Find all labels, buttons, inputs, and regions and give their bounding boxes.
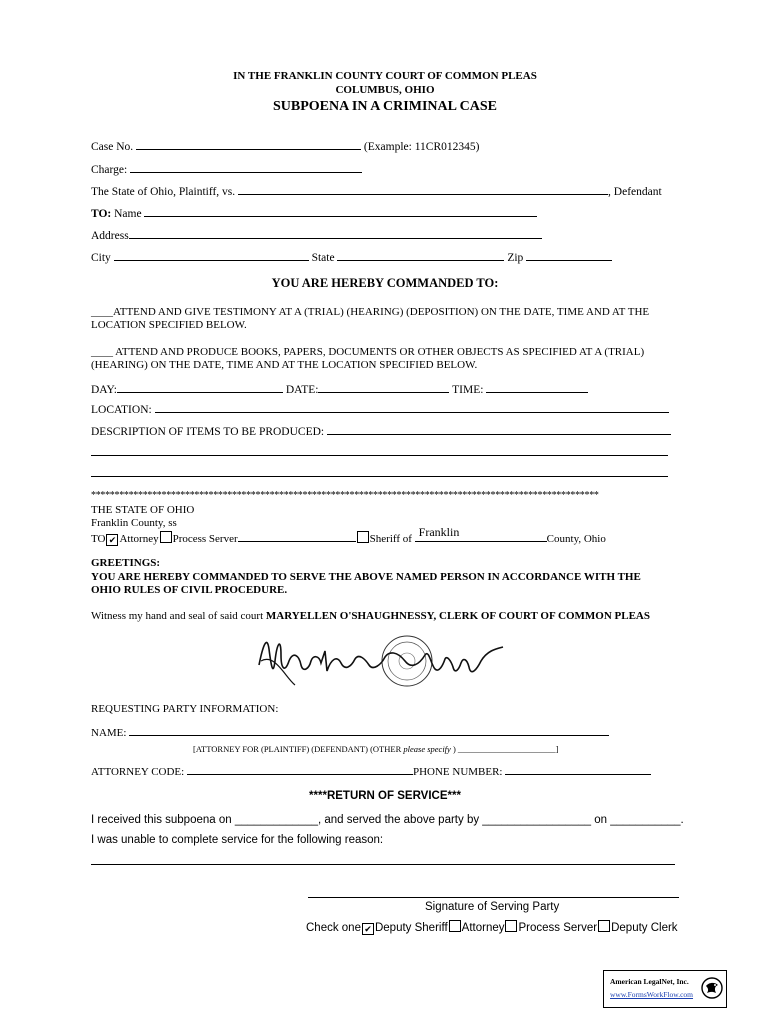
charge-row — [91, 161, 362, 176]
process-server-label: Process Server — [172, 533, 238, 545]
location-label: LOCATION: — [91, 404, 152, 416]
description-field-2[interactable] — [91, 455, 668, 456]
page-title: SUBPOENA IN A CRIMINAL CASE — [272, 99, 498, 114]
process-server-field[interactable] — [238, 530, 356, 542]
serve-to-row — [91, 525, 606, 546]
return-heading: ****RETURN OF SERVICE*** — [309, 790, 461, 802]
deputy-clerk-label: Deputy Clerk — [611, 922, 678, 934]
attorney-code-row — [91, 763, 651, 778]
phone-field[interactable] — [505, 763, 651, 775]
case-no-example: (Example: 11CR012345) — [363, 141, 480, 153]
zip-label: Zip — [507, 252, 524, 264]
date-label: DATE: — [285, 384, 319, 396]
address-label: Address — [91, 230, 129, 242]
description-field-3[interactable] — [91, 476, 668, 477]
option2-line2: (HEARING) ON THE DATE, TIME AND AT THE LOCATION SPECIFIED BELOW. — [91, 359, 478, 371]
option2-line1: ____ ATTEND AND PRODUCE BOOKS, PAPERS, DOCUMENTS OR OTHER OBJECTS AS SPECIFIED AT A (TRIAL) — [91, 346, 645, 358]
case-no-row — [91, 138, 479, 153]
serve-command-line1: YOU ARE HEREBY COMMANDED TO SERVE THE ABOVE NAMED PERSON IN ACCORDANCE WITH THE — [91, 571, 641, 583]
return-attorney-checkbox[interactable] — [449, 920, 461, 932]
signature-label: Signature of Serving Party — [425, 901, 560, 913]
sheriff-checkbox[interactable] — [357, 531, 369, 543]
city-label: City — [91, 252, 111, 264]
city-row — [91, 249, 612, 264]
reason-field[interactable] — [91, 864, 675, 865]
unable-text: I was unable to complete service for the following reason: — [91, 834, 384, 846]
day-field[interactable] — [117, 381, 283, 393]
time-label: TIME: — [452, 384, 484, 396]
court-city: COLUMBUS, OHIO — [335, 84, 435, 96]
command-heading: YOU ARE HEREBY COMMANDED TO: — [271, 276, 499, 290]
description-row — [91, 423, 671, 438]
footer-url[interactable]: www.FormsWorkFlow.com — [610, 990, 694, 999]
charge-field[interactable] — [130, 161, 362, 173]
sheriff-county-field[interactable] — [415, 525, 547, 542]
star-divider: ************************************************************************************************************ — [91, 490, 599, 501]
city-field[interactable] — [114, 249, 309, 261]
sheriff-county-value: Franklin — [418, 525, 460, 539]
return-process-server-checkbox[interactable] — [505, 920, 517, 932]
to-name-row — [91, 205, 537, 220]
case-no-field[interactable] — [136, 138, 361, 150]
description-label: DESCRIPTION OF ITEMS TO BE PRODUCED: — [91, 426, 325, 438]
court-name: IN THE FRANKLIN COUNTY COURT OF COMMON PLEAS — [233, 70, 537, 82]
phone-label: PHONE NUMBER: — [412, 766, 503, 778]
day-label: DAY: — [91, 384, 117, 396]
greetings: GREETINGS: — [91, 557, 161, 569]
witness-text: Witness my hand and seal of said court — [91, 610, 264, 622]
deputy-sheriff-label: Deputy Sheriff — [374, 922, 448, 934]
time-field[interactable] — [486, 381, 588, 393]
serve-to-label: TO — [91, 533, 106, 545]
clerk-signature-image — [255, 625, 515, 697]
date-field[interactable] — [318, 381, 449, 393]
name-label: Name — [114, 208, 142, 220]
attorney-code-field[interactable] — [187, 763, 413, 775]
return-process-server-label: Process Server — [518, 922, 598, 934]
party-type-row — [193, 744, 559, 754]
signature-field[interactable] — [308, 897, 679, 898]
state-of-ohio: THE STATE OF OHIO — [91, 504, 195, 516]
eagle-logo-icon — [701, 976, 723, 1000]
return-attorney-label: Attorney — [461, 922, 505, 934]
option1-line2: LOCATION SPECIFIED BELOW. — [91, 319, 247, 331]
to-label: TO: — [91, 208, 112, 220]
county-ohio-label: County, Ohio — [546, 533, 606, 545]
state-field[interactable] — [337, 249, 504, 261]
footer-company: American LegalNet, Inc. — [610, 977, 689, 986]
parties-row — [91, 183, 662, 198]
defendant-field[interactable] — [238, 183, 608, 195]
requesting-name-row — [91, 724, 609, 739]
requesting-heading: REQUESTING PARTY INFORMATION: — [91, 703, 279, 715]
sheriff-label: Sheriff of — [369, 533, 412, 545]
deputy-sheriff-checkbox[interactable]: ✔ — [362, 923, 374, 935]
county-ss: Franklin County, ss — [91, 517, 177, 529]
requesting-name-label: NAME: — [91, 727, 127, 739]
attorney-label: Attorney — [119, 533, 159, 545]
zip-field[interactable] — [526, 249, 612, 261]
option1-line1: ____ATTEND AND GIVE TESTIMONY AT A (TRIAL) (HEARING) (DEPOSITION) ON THE DATE, TIME AND AT THE — [91, 306, 650, 318]
clerk-name: MARYELLEN O'SHAUGHNESSY, CLERK OF COURT OF COMMON PLEAS — [265, 610, 650, 622]
case-no-label: Case No. — [91, 141, 134, 153]
address-row — [91, 227, 542, 242]
state-plaintiff-label: The State of Ohio, Plaintiff, vs. — [91, 186, 236, 198]
party-type-text: [ATTORNEY FOR (PLAINTIFF) (DEFENDANT) (OTHER — [193, 744, 402, 754]
requesting-name-field[interactable] — [129, 724, 609, 736]
defendant-label: , Defendant — [608, 186, 662, 198]
location-field[interactable] — [155, 401, 669, 413]
day-date-time-row — [91, 381, 588, 396]
name-field[interactable] — [144, 205, 537, 217]
process-server-checkbox[interactable] — [160, 531, 172, 543]
state-label: State — [311, 252, 335, 264]
location-row — [91, 401, 669, 416]
check-one-label: Check one — [306, 922, 361, 934]
attorney-checkbox[interactable]: ✔ — [106, 534, 118, 546]
address-field[interactable] — [129, 227, 542, 239]
deputy-clerk-checkbox[interactable] — [598, 920, 610, 932]
footer-logo-box — [603, 970, 727, 1008]
witness-row — [91, 610, 650, 622]
description-field-1[interactable] — [327, 423, 671, 435]
party-type-italic: please specify — [403, 744, 451, 754]
charge-label: Charge: — [91, 164, 128, 176]
received-text: I received this subpoena on _____________, and served the above party by _________________ on ___________. — [91, 814, 684, 826]
party-type-end: ) _______________________] — [452, 744, 559, 754]
check-one-row — [306, 920, 678, 935]
attorney-code-label: ATTORNEY CODE: — [91, 766, 185, 778]
serve-command-line2: OHIO RULES OF CIVIL PROCEDURE. — [91, 584, 288, 596]
